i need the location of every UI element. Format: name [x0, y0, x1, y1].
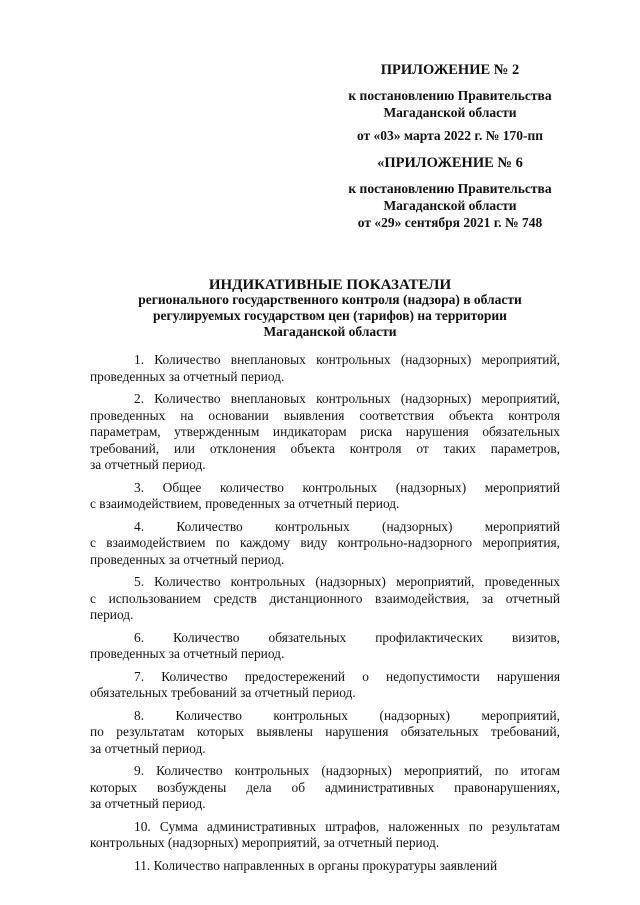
indicator-line: за отчетный период.: [90, 740, 206, 756]
indicator-line: обязательных требований за отчетный период.: [90, 685, 356, 700]
indicator-line: за отчетный период.: [90, 796, 206, 811]
indicator-line: параметрам, утвержденным индикаторам риска нарушения обязательных: [90, 424, 560, 439]
indicator-line: с взаимодействием по каждому виду контрольно-надзорного мероприятия,: [90, 535, 560, 550]
appendix-date: от «03» марта 2022 г. № 170-пп: [356, 128, 544, 143]
indicator-item: [90, 819, 560, 852]
indicator-line: 1. Количество внеплановых контрольных (надзорных) мероприятий,: [134, 352, 560, 367]
indicator-item: [90, 763, 560, 813]
indicator-line: 5. Количество контрольных (надзорных) мероприятий, проведенных: [134, 574, 560, 589]
indicator-line: по результатам которых выявлены нарушения обязательных требований,: [90, 724, 560, 739]
indicator-line: 10. Сумма административных штрафов, наложенных по результатам: [134, 818, 560, 834]
document-subtitle: [100, 292, 560, 340]
indicator-line: проведенных за отчетный период.: [90, 551, 285, 567]
indicator-item: [90, 858, 560, 875]
indicator-line: 6. Количество обязательных профилактических визитов,: [134, 629, 560, 645]
indicator-line: контрольных (надзорных) мероприятий, за отчетный период.: [90, 835, 440, 850]
indicator-item: [90, 480, 560, 513]
appendix-line: Магаданской области: [383, 105, 517, 120]
indicator-line: период.: [90, 607, 134, 622]
indicator-item: [90, 574, 560, 624]
indicator-item: [90, 352, 560, 385]
indicator-line: 2. Количество внеплановых контрольных (надзорных) мероприятий,: [134, 391, 560, 406]
indicator-list: [90, 352, 560, 880]
indicator-line: 7. Количество предостережений о недопустимости нарушения: [134, 668, 560, 684]
appendix-header-current: [330, 62, 570, 144]
indicator-line: проведенных на основании выявления соответствия объекта контроля: [90, 407, 560, 423]
indicator-line: за отчетный период.: [90, 457, 206, 472]
appendix-line: Магаданской области: [383, 198, 517, 213]
indicator-item: [90, 519, 560, 569]
indicator-line: проведенных за отчетный период.: [90, 368, 285, 384]
indicator-line: 4. Количество контрольных (надзорных) мероприятий: [134, 518, 560, 534]
appendix-title: ПРИЛОЖЕНИЕ № 2: [380, 62, 520, 78]
appendix-date: от «29» сентября 2021 г. № 748: [357, 215, 543, 230]
document-title: ИНДИКАТИВНЫЕ ПОКАЗАТЕЛИ: [208, 277, 452, 293]
indicator-line: 8. Количество контрольных (надзорных) мероприятий,: [134, 707, 560, 723]
appendix-header-previous: [330, 155, 570, 231]
indicator-item: [90, 708, 560, 758]
subtitle-line: регионального государственного контроля (надзора) в области: [138, 292, 522, 307]
indicator-line: 9. Количество контрольных (надзорных) мероприятий, по итогам: [134, 763, 560, 778]
indicator-line: проведенных за отчетный период.: [90, 646, 285, 661]
appendix-line: к постановлению Правительства: [348, 181, 552, 196]
indicator-item: [90, 391, 560, 474]
subtitle-line: Магаданской области: [263, 324, 397, 339]
subtitle-line: регулируемых государством цен (тарифов) на территории: [153, 308, 507, 323]
indicator-item: [90, 669, 560, 702]
appendix-title: «ПРИЛОЖЕНИЕ № 6: [377, 155, 523, 171]
indicator-line: которых возбуждены дела об административных правонарушениях,: [90, 779, 560, 795]
indicator-line: 3. Общее количество контрольных (надзорных) мероприятий: [134, 479, 560, 495]
indicator-item: [90, 630, 560, 663]
indicator-line: с взаимодействием, проведенных за отчетный период.: [90, 496, 400, 511]
indicator-line: 11. Количество направленных в органы прокуратуры заявлений: [134, 857, 498, 873]
indicator-line: требований, или отклонения объекта контроля от таких параметров,: [90, 440, 560, 456]
indicator-line: с использованием средств дистанционного взаимодействия, за отчетный: [90, 590, 560, 606]
appendix-line: к постановлению Правительства: [348, 88, 552, 103]
